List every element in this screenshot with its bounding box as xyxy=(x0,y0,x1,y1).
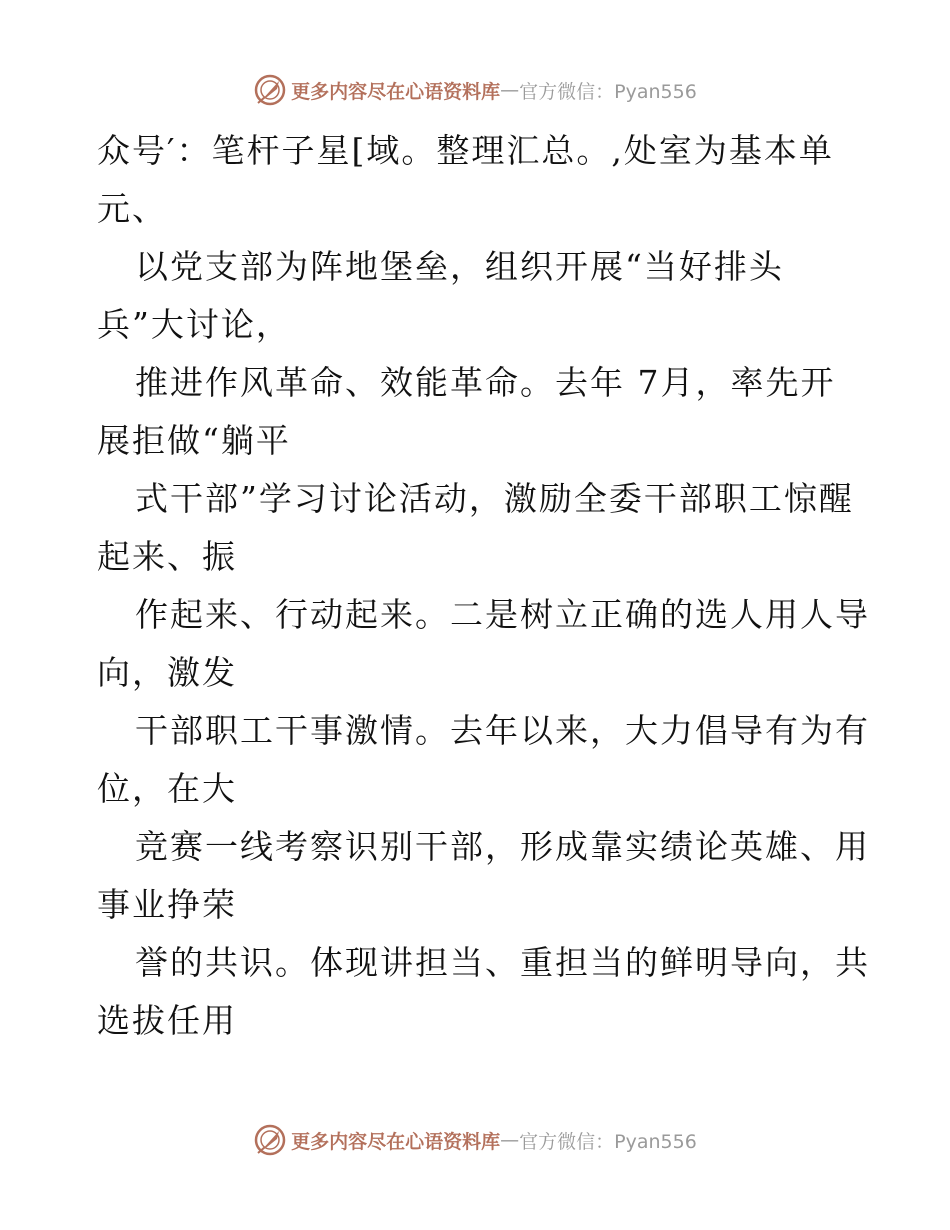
text-line: 竞赛一线考察识别干部，形成靠实绩论英雄、用 xyxy=(135,827,870,866)
watermark-wechat: 官方微信：Pyan556 xyxy=(519,1130,697,1153)
watermark-wechat: 官方微信：Pyan556 xyxy=(519,80,697,103)
text-line: 位，在大 xyxy=(97,769,237,808)
quill-logo-icon xyxy=(253,1123,287,1157)
watermark-text: 更多内容尽在心语资料库 xyxy=(291,80,501,103)
text-line: 作起来、行动起来。二是树立正确的选人用人导 xyxy=(135,595,870,634)
watermark-footer xyxy=(0,1123,950,1157)
watermark-dash: — xyxy=(500,79,520,101)
text-line: 誉的共识。体现讲担当、重担当的鲜明导向，共 xyxy=(135,943,870,982)
watermark-text: 更多内容尽在心语资料库 xyxy=(291,1130,501,1153)
text-line: 兵”大讨论， xyxy=(97,305,291,344)
text-line: 展拒做“躺平 xyxy=(97,421,291,460)
text-line: 众号′：笔杆子星[域。整理汇总。,处室为基本单 xyxy=(97,131,834,170)
text-line: 元、 xyxy=(97,189,167,228)
text-line: 起来、振 xyxy=(97,537,237,576)
text-line: 干部职工干事激情。去年以来，大力倡导有为有 xyxy=(135,711,870,750)
document-body xyxy=(97,122,887,1050)
text-line: 事业挣荣 xyxy=(97,885,237,924)
quill-logo-icon xyxy=(253,73,287,107)
text-line: 选拔任用 xyxy=(97,1001,237,1040)
watermark-dash: — xyxy=(500,1129,520,1151)
text-line: 以党支部为阵地堡垒，组织开展“当好排头 xyxy=(135,247,784,286)
text-line: 式干部”学习讨论活动，激励全委干部职工惊醒 xyxy=(135,479,854,518)
text-line: 推进作风革命、效能革命。去年 7月，率先开 xyxy=(135,363,836,402)
watermark-header xyxy=(0,73,950,107)
text-line: 向，激发 xyxy=(97,653,237,692)
